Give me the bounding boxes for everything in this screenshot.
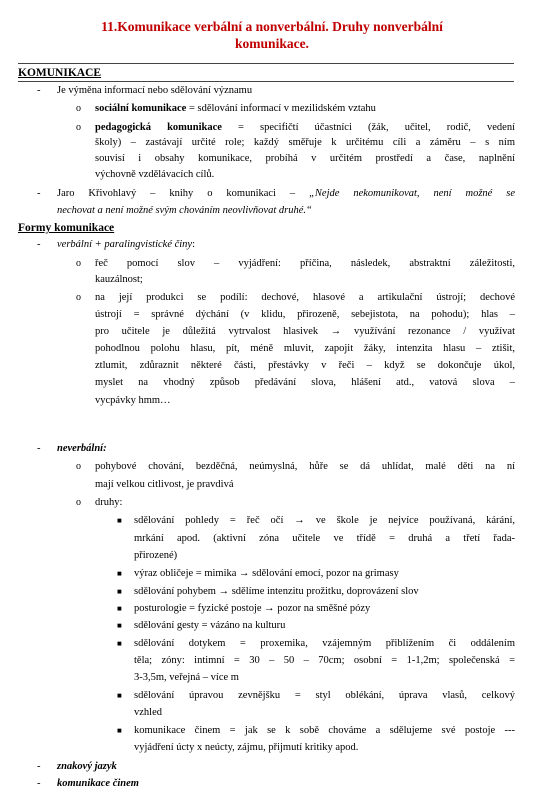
square-bullet: ■ [117, 726, 122, 735]
square-bullet: ■ [117, 587, 122, 596]
nonverbal-label: neverbální: [57, 443, 107, 454]
touch-line-3: 3-3,5m, veřejná – více m [134, 672, 239, 683]
posturology: posturologie = fyzické postoje → pozor na směšné pózy [134, 603, 371, 614]
dash-bullet: - [37, 85, 41, 96]
facial-expression: výraz obličeje = mimika → sdělování emocí, pozor na grimasy [134, 568, 399, 579]
square-bullet: ■ [117, 569, 122, 578]
square-bullet: ■ [117, 516, 122, 525]
touch-line-2: těla; zóny: intimní = 30 – 50 – 70cm; osobní = 1-1,2m; společenská = [134, 655, 515, 666]
circle-bullet: o [76, 103, 81, 114]
document-title [0, 18, 544, 52]
speech-line-1: řeč pomocí slov – vyjádření: příčina, následek, abstraktní záležitosti, [95, 258, 515, 269]
circle-bullet: o [76, 122, 81, 133]
appearance-line-2: vzhled [134, 707, 162, 718]
production-line-2: ústrojí = správné dýchání (v klidu, přirozeně, sebejistota, na pohodu); hlas – [95, 309, 515, 320]
verbal-label: verbální + paralingvistické činy: [57, 239, 196, 250]
action-line-1: komunikace činem = jak se k sobě chováme a sdělujeme své postoje --- [134, 725, 515, 736]
types-label: druhy: [95, 497, 123, 508]
gaze-line-3: přirozené) [134, 550, 178, 561]
circle-bullet: o [76, 497, 81, 508]
dash-bullet: - [37, 761, 41, 772]
touch-line-1: sdělování dotykem = proxemika, vzájemným přiblížením či oddálením [134, 638, 515, 649]
square-bullet: ■ [117, 691, 122, 700]
circle-bullet: o [76, 292, 81, 303]
movement-line-2: mají velkou citlivost, je pravdivá [95, 479, 234, 490]
movement-line-1: pohybové chování, bezděčná, neúmyslná, hůře se dá uhlídat, malé děti na ní [95, 461, 515, 472]
action-line-2: vyjádření úcty x neúcty, zájmu, přijmutí kritiky apod. [134, 742, 359, 753]
pedagogical-communication-line-4: výchovně vzdělávacích cílů. [95, 169, 215, 180]
title-line-1: 11.Komunikace verbální a nonverbální. Druhy nonverbální [101, 19, 443, 34]
appearance-line-1: sdělování úpravou zevnějšku = styl oblékání, úprava vlasů, celkový [134, 690, 515, 701]
gestures: sdělování gesty = vázáno na kulturu [134, 620, 286, 631]
square-bullet: ■ [117, 639, 122, 648]
dash-bullet: - [37, 239, 41, 250]
production-line-1: na její produkci se podílí: dechové, hlasové a artikulační ústrojí; dechové [95, 292, 515, 303]
movement-communication: sdělování pohybem → sdělíme intenzitu prožitku, doprovázení slov [134, 586, 419, 597]
circle-bullet: o [76, 258, 81, 269]
communication-by-action: komunikace činem [57, 778, 139, 789]
pedagogical-communication-line-1: pedagogická komunikace = specifičtí účastníci (žák, učitel, rodič, vedení [95, 122, 515, 133]
square-bullet: ■ [117, 621, 122, 630]
pedagogical-communication-line-3: souvisí i obsahy komunikace, probíhá v určitém prostředí a čase, naplnění [95, 153, 515, 164]
production-line-5: ztlumit, zdůraznit některé části, přestávky v řeči – když se dokončuje úkol, [95, 360, 515, 371]
production-line-3: pro učitele je důležitá vytrvalost hlasivek → využívání rezonance / využívat [95, 326, 515, 337]
dash-bullet: - [37, 443, 41, 454]
speech-line-2: kauzálnost; [95, 274, 143, 285]
production-line-7: vycpávky hmm… [95, 395, 171, 406]
sign-language: znakový jazyk [57, 761, 117, 772]
krivohlavy-quote-line-2: nechovat a není možné svým chováním neovlivňovat druhé.“ [57, 205, 312, 216]
section-heading-komunikace: KOMUNIKACE [18, 67, 102, 79]
dash-bullet: - [37, 188, 41, 199]
pedagogical-communication-line-2: školy) – zastávají určité role; každý směřuje k určitému cíli a záměru – s ním [95, 137, 515, 148]
krivohlavy-quote-line-1: Jaro Křivohlavý – knihy o komunikaci – „Nejde nekomunikovat, není možné se [57, 188, 515, 199]
gaze-line-2: mrkání apod. (aktivní zóna učitele ve třídě = druhá a třetí řada- [134, 533, 515, 544]
komunikace-definition: Je výměna informací nebo sdělování významu [57, 85, 253, 96]
section-divider [18, 81, 514, 82]
dash-bullet: - [37, 778, 41, 789]
gaze-line-1: sdělování pohledy = řeč očí → ve škole je nejvíce používaná, kárání, [134, 515, 515, 526]
square-bullet: ■ [117, 604, 122, 613]
section-heading-formy: Formy komunikace [18, 222, 115, 234]
title-divider [18, 63, 514, 64]
production-line-4: pohodlnou polohu hlasu, pít, méně mluvit, zapojit žáky, intenzita hlasu – ztišit, [95, 343, 515, 354]
circle-bullet: o [76, 461, 81, 472]
title-line-2: komunikace. [235, 36, 309, 51]
production-line-6: myslet na vhodný způsob předávání slova, hlášení atd., vatová slova – [95, 377, 515, 388]
social-communication: sociální komunikace = sdělování informací v mezilidském vztahu [95, 103, 376, 114]
